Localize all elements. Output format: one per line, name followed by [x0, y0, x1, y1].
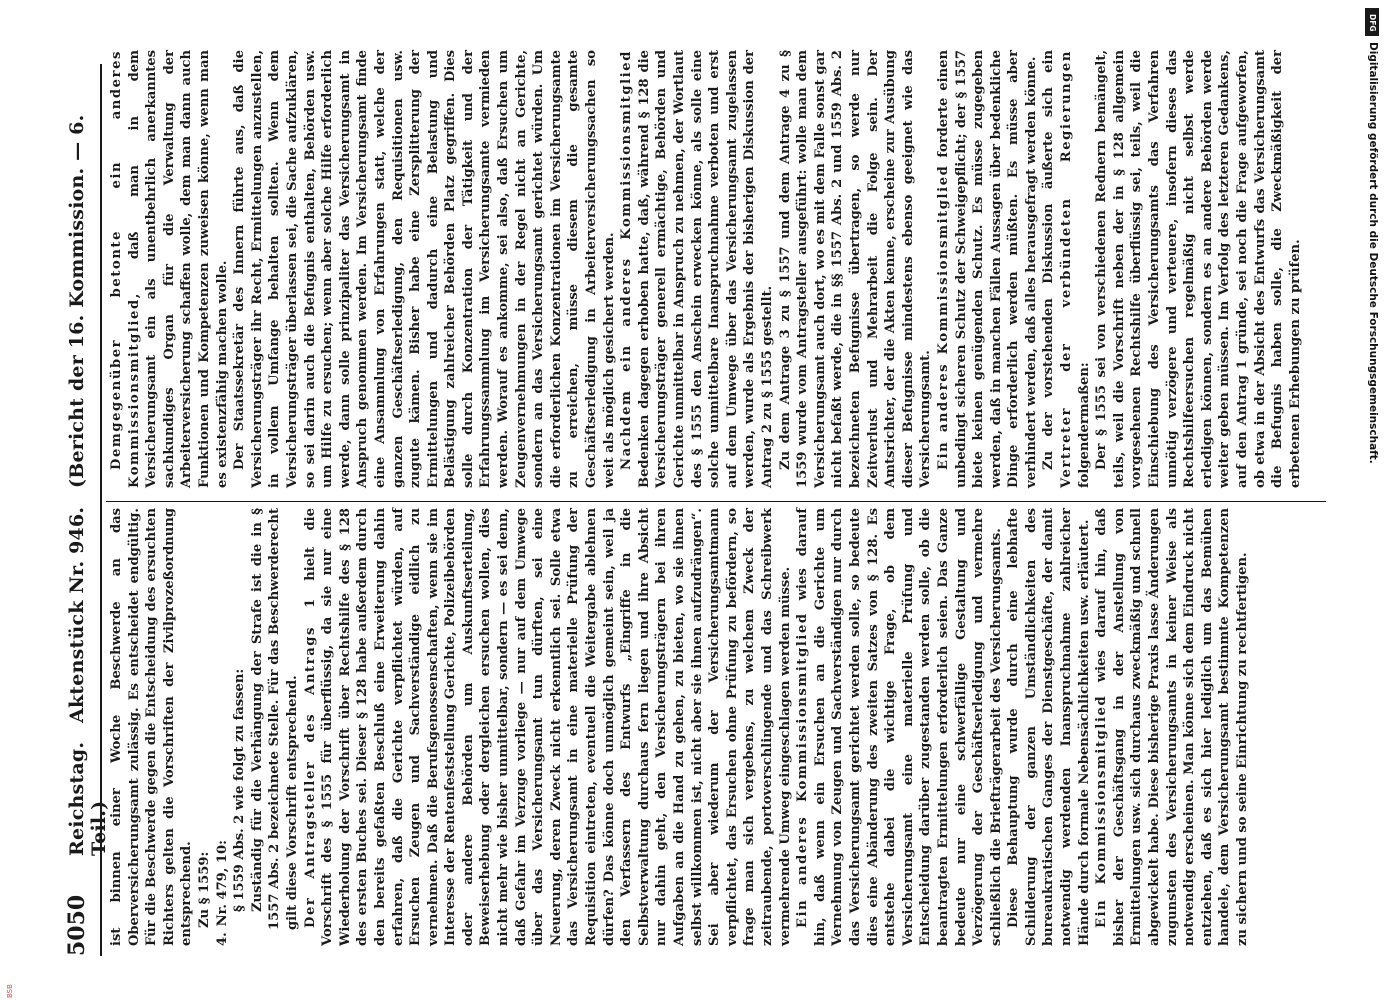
digitisation-credit: Digitalisierung gefördert durch die Deutsche Forschungsgemeinschaft.: [1367, 42, 1379, 464]
paragraph: Der § 1555 sei von verschiedenen Rednern bemängelt, teils, weil die Vorschrift neben der in § 128 allgemein vorgesehenen Rechtshilfe überflüssig sei, teils, weil die Einschiebung des Versicherungsamts das Verfahren unnötig verzögere und verteuere, insofern dieses das Rechtshilfeersuchen regelmäßig nicht selbst werde erledigen können, sondern es an andere Behörden werde weiter geben müssen. Im Verfolg des letzteren Gedankens, auf den Antrag 1 gründe, sei noch die Frage aufgeworfen, ob etwa in der Absicht des Entwurfs das Versicherungsamt die Befugnis haben solle, die Zweckmäßigkeit der erbetenen Erhebungen zu prüfen.: [1094, 50, 1303, 488]
paragraph-text: forderte einen unbedingt sicheren Schutz der Schweigepflicht; der § 1557 biete keinen genügenden Schutz. Es müsse zugegeben werden, daß in manchen Fällen Aussagen über bedenkliche Dinge erforderlich werden müßten. Es müsse aber verhindert werden, daß alles herausgefragt werden könne.: [935, 50, 1039, 488]
paragraph: Diese Behauptung wurde durch eine lebhafte Schilderung der ganzen Umständlichkeiten des bureaukratischen Ganges der Dienstgeschäfte, der damit notwendig werdenden Inanspruchnahme zahlreicher Hände durch formale Nebensächlichkeiten usw. erläutert.: [1006, 508, 1092, 946]
digitisation-note: [1364, 8, 1380, 998]
speaker-label: Ein anderes Kommissionsmitglied: [935, 164, 951, 470]
quoted-provision: Zuständig für die Verhängung der Strafe ist die in § 1557 Abs. 2 bezeichnete Stelle. Für das Beschwerderecht gilt diese Vorschrift entsprechend.: [249, 508, 300, 930]
motion-reference: Nr. 479, 10:: [214, 840, 230, 927]
paragraph-text: hielt die Vorschrift des § 1555 für überflüssig, da sie nur eine Wiederholung der Vorschrift über Rechtshilfe des § 128 des ersten Buches sei. Dieser § 128 habe außerdem durch den bereits gefaßten Beschluß eine Erweiterung dahin erfahren, daß die Gerichte verpflichtet würden, auf Ersuchen Zeugen und Sachverständige eidlich zu vernehmen. Daß die Berufsgenossenschaften, wenn sie im Interesse der Rentenfeststellung Gerichte, Polizeibehörden oder andere Behörden um Auskunftserteilung, Beweiserhebung oder dergleichen ersuchen wollen, dies nicht mehr wie bisher unmittelbar, sondern — es sei denn, daß Gefahr im Verzuge vorliege — nur auf dem Umwege über das Versicherungsamt tun dürften, sei eine Neuerung, deren Zweck nicht erkenntlich sei. Solle etwa das Versicherungsamt in eine materielle Prüfung der Requisition eintreten, eventuell die Weitergabe ablehnen dürfen? Das könne doch unmöglich gemeint sein, weil ja den Verfassern des Entwurfs „Eingriffe in die Selbstverwaltung durchaus fern liegen und ihre Absicht nur dahin geht, den Versicherungsträgern bei ihren Aufgaben an die Hand zu gehen, zu bieten, wo sie ihnen selbst willkommen ist, nicht aber sie ihnen aufzudrängen“. Sei aber wiederum der Versicherungsamtmann verpflichtet, das Ersuchen ohne Prüfung zu befördern, so frage man sich vergebens, zu welchem Zweck der zeitraubende, portoverschlingende und das Schreibwerk vermehrende Umweg eingeschlagen werden müsse.: [302, 508, 793, 946]
speaker-label: Demgegenüber betonte ein anderes Kommissionsmitglied: [109, 50, 142, 488]
paragraph-text: wies darauf hin, daß bisher der Geschäftsgang in der Anstellung von Ermittelungen usw. sich durchaus zweckmäßig und schnell abgewickelt habe. Diese bisherige Praxis lasse Änderungen zugunsten des Versicherungsamts in keiner Weise als notwendig erscheinen. Man könne sich dem Eindruck nicht entziehen, daß es sich hier lediglich um das Bemühen handele, dem Versicherungsamt bestimmte Kompetenzen zu sichern und so seine Einrichtung zu rechtfertigen.: [1094, 508, 1250, 946]
paragraph: [1093, 508, 1251, 946]
paragraph: Der Staatssekretär des Innern führte aus, daß die Versicherungsträger ihr Recht, Ermittelungen anzustellen, in vollem Umfange behalten sollten. Wenn dem Versicherungsträger überlassen sei, die Sache aufzuklären, so sei darin auch die Befugnis enthalten, Behörden usw. um Hilfe zu ersuchen; wenn aber solche Hilfe erforderlich werde, dann solle prinzipaliter das Versicherungsamt in Anspruch genommen werden. Im Versicherungsamt finde eine Ansammlung von Erfahrungen statt, welche der ganzen Geschäftserledigung, den Requisitionen usw. zugute kämen. Bisher habe eine Zersplitterung der Ermittelungen und dadurch eine Belastung und Belästigung zahlreicher Behörden Platz gegriffen. Dies solle durch Konzentration der Tätigkeit und der Erfahrungssammlung im Versicherungsamte vermieden werden. Worauf es ankomme, sei also, daß Ersuchen um Zeugenvernehmungen in der Regel nicht an Gerichte, sondern an das Versicherungsamt gerichtet würden. Um die erforderlichen Konzentrationen im Versicherungsamte zu erreichen, müsse diesem die gesamte Geschäftserledigung in Arbeiterversicherungssachen so weit als möglich gesichert werden.: [232, 50, 617, 488]
paragraph: Zu dem Antrage 3 zu § 1557 und dem Antrage 4 zu § 1559 wurde vom Antragsteller ausgeführt: wolle man dem Versicherungsamt auch dort, wo es mit dem Falle sonst gar nicht befaßt werde, die in §§ 1557 Abs. 2 und 1559 Abs. 2 bezeichneten Befugnisse übertragen, so werde nur Zeitverlust und Mehrarbeit die Folge sein. Der Amtsrichter, der die Akten kenne, erscheine zur Ausübung dieser Befugnisse mindestens ebenso geeignet wie das Versicherungsamt.: [777, 50, 934, 488]
paragraph-text: Zu der vorstehenden Diskussion äußerte sich ein: [1041, 50, 1057, 470]
running-title-part: Aktenstück Nr. 946.: [66, 506, 88, 723]
running-title-part: (Bericht der 16. Kommission. — 6. Teil.): [66, 114, 110, 856]
column-divider: [106, 501, 1326, 502]
speaker-label: Der Antragsteller des Antrags 1: [302, 597, 318, 928]
paragraph: § 1559 Abs. 2 wie folgt zu fassen:: [232, 668, 248, 912]
speaker-label: Ein Kommissionsmitglied: [1094, 694, 1110, 928]
paragraph: [302, 508, 795, 946]
library-stamp: [6, 978, 18, 998]
paragraph-text: wies darauf hin, daß wenn ein Ersuchen an die Gerichte um Vernehmung von Zeugen und Sachverständigen nur durch das Versicherungsamt gerichtet werden solle, so bedeute dies eine Abänderung des zweiten Satzes von § 128. Es entstehe dabei die wichtige Frage, ob dem Versicherungsamt eine materielle Prüfung und Entscheidung darüber zugestanden werden solle, ob die beantragten Ermittelungen erforderlich seien. Das Ganze bedeute nur eine schwerfällige Gestaltung und Verzögerung der Geschäftserledigung und vermehre schließlich die Briefträgerarbeit des Versicherungsamts.: [795, 508, 1004, 946]
speaker-label: Nachdem ein anderes Kommissionsmitglied: [619, 50, 635, 470]
speaker-label: Ein anderes Kommissionsmitglied: [795, 612, 811, 928]
dfg-logo: [1365, 8, 1379, 36]
dfg-logo-text: DFG: [1368, 14, 1377, 32]
running-title-part: Reichstag.: [66, 741, 88, 856]
paragraph: ist binnen einer Woche Beschwerde an das Oberversicherungsamt zulässig. Es entscheidet endgültig. Für die Beschwerde gegen die Entscheidung des ersuchten Richters gelten die Vorschriften der Zivilprozeßordnung entsprechend.: [109, 508, 195, 946]
paragraph: [108, 50, 231, 488]
motion-item: [214, 508, 232, 946]
paragraph-text: folgendermaßen:: [1076, 362, 1092, 488]
left-column: [108, 508, 1252, 946]
paragraph-text: , daß man in dem Versicherungsamt ein als unentbehrlich anerkanntes sachkundiges Organ für die Verwaltung der Arbeiterversicherung schaffen wolle, dem man dann auch Funktionen und Kompetenzen zuweisen könne, wenn man es existenzfähig machen wolle.: [126, 50, 230, 488]
library-stamp-text: BSB: [6, 984, 14, 998]
paragraph-text: Bedenken dagegen erhoben hatte, daß, während § 128 die Versicherungsträger generell ermächtige, Behörden und Gerichte unmittelbar in Anspruch zu nehmen, der Wortlaut des § 1555 den Anschein erwecken könne, als solle eine solche unmittelbare Inanspruchnahme verboten und erst auf dem Umwege über das Versicherungsamt zugelassen werden, wurde als Ergebnis der bisherigen Diskussion der Antrag 2 zu § 1555 gestellt.: [636, 50, 775, 488]
paragraph: [794, 508, 1005, 946]
page-header: [58, 64, 110, 956]
paragraph: [1040, 50, 1093, 488]
speaker-label: Vertreter der verbündeten Regierungen: [1059, 50, 1075, 488]
right-column: [108, 50, 1304, 488]
paragraph: [618, 50, 776, 488]
running-title: [66, 64, 110, 856]
section-heading: Zu § 1559:: [196, 851, 212, 928]
motion-number: 4.: [214, 932, 230, 946]
page-number: 5050: [64, 894, 90, 956]
paragraph: [935, 50, 1041, 488]
